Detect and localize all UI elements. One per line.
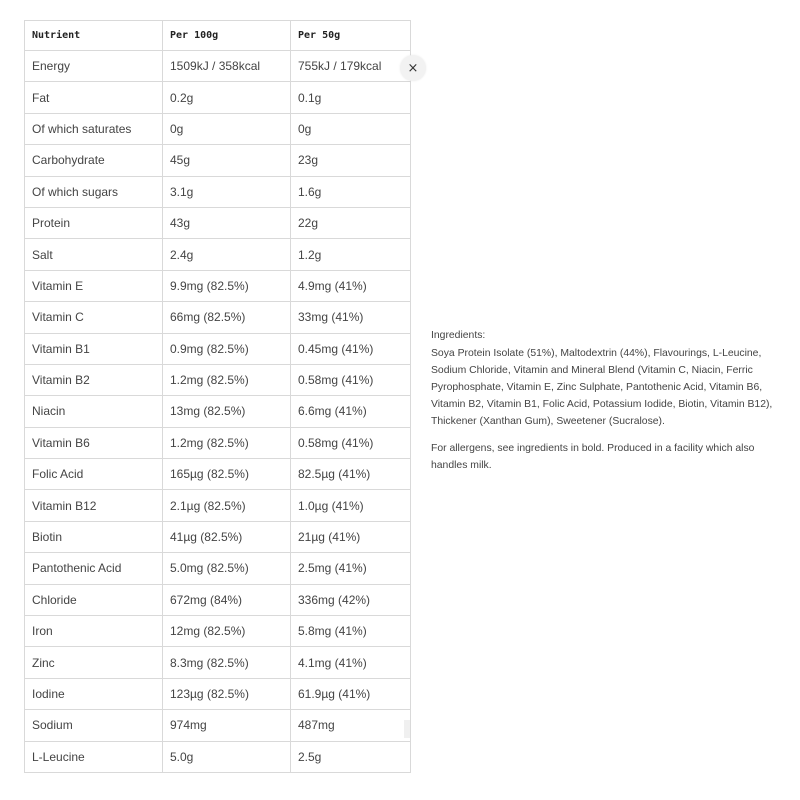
table-row [25,51,411,82]
per-100g-cell: 9.9mg (82.5%) [163,270,291,301]
table-row [25,616,411,647]
per-50g-cell: 33mg (41%) [291,302,411,333]
per-100g-cell: 1.2mg (82.5%) [163,427,291,458]
table-row [25,459,411,490]
nutrient-cell: Iron [25,616,163,647]
nutrient-cell: Vitamin E [25,270,163,301]
close-icon: × [407,60,419,76]
table-row [25,176,411,207]
nutrient-cell: Biotin [25,521,163,552]
per-100g-cell: 2.4g [163,239,291,270]
per-50g-cell: 23g [291,145,411,176]
nutrient-cell: Niacin [25,396,163,427]
column-header-nutrient: Nutrient [25,21,163,51]
per-50g-cell: 5.8mg (41%) [291,616,411,647]
ingredients-text: Soya Protein Isolate (51%), Maltodextrin (44%), Flavourings, L-Leucine, Sodium Chloride, Vitamin and Mineral Blend (Vitamin C, Niacin, Ferric Pyrophosphate, Vitamin E, Zinc Sulphate, Pantothenic Acid, Vitamin B6, Vitamin B2, Vitamin B1, Folic Acid, Potassium Iodide, Biotin, Vitamin B12), Thickener (Xanthan Gum), Sweetener (Sucralose). [431,348,773,427]
per-100g-cell: 3.1g [163,176,291,207]
column-header-per-50g: Per 50g [291,21,411,51]
nutrient-cell: Fat [25,82,163,113]
nutrient-cell: Vitamin B2 [25,364,163,395]
nutrient-cell: Vitamin B1 [25,333,163,364]
per-50g-cell: 4.9mg (41%) [291,270,411,301]
per-100g-cell: 672mg (84%) [163,584,291,615]
per-50g-cell: 61.9µg (41%) [291,678,411,709]
nutrient-cell: Folic Acid [25,459,163,490]
per-100g-cell: 41µg (82.5%) [163,521,291,552]
per-100g-cell: 2.1µg (82.5%) [163,490,291,521]
per-50g-cell: 4.1mg (41%) [291,647,411,678]
per-100g-cell: 0.2g [163,82,291,113]
nutrient-cell: Sodium [25,710,163,741]
table-row [25,145,411,176]
table-row [25,239,411,270]
nutrient-cell: Pantothenic Acid [25,553,163,584]
nutrient-cell: Iodine [25,678,163,709]
scrollbar[interactable] [404,720,410,738]
per-50g-cell: 0.58mg (41%) [291,364,411,395]
nutrient-cell: Carbohydrate [25,145,163,176]
nutrient-cell: Chloride [25,584,163,615]
table-row [25,584,411,615]
nutrient-cell: Vitamin B6 [25,427,163,458]
table-row [25,647,411,678]
per-50g-cell: 1.6g [291,176,411,207]
nutrient-cell: Zinc [25,647,163,678]
per-100g-cell: 5.0mg (82.5%) [163,553,291,584]
per-100g-cell: 123µg (82.5%) [163,678,291,709]
table-row [25,678,411,709]
ingredients-panel [431,327,783,474]
nutrient-cell: Of which saturates [25,113,163,144]
per-50g-cell: 487mg [291,710,411,741]
table-row [25,741,411,772]
per-100g-cell: 5.0g [163,741,291,772]
per-50g-cell: 21µg (41%) [291,521,411,552]
allergen-note: For allergens, see ingredients in bold. Produced in a facility which also handles milk. [431,443,755,471]
table-row [25,113,411,144]
table-row [25,521,411,552]
nutrient-cell: Of which sugars [25,176,163,207]
per-100g-cell: 13mg (82.5%) [163,396,291,427]
ingredients-heading: Ingredients: [431,330,486,341]
per-50g-cell: 0.45mg (41%) [291,333,411,364]
nutrition-table [24,20,411,773]
per-100g-cell: 165µg (82.5%) [163,459,291,490]
table-row [25,364,411,395]
table-row [25,396,411,427]
per-50g-cell: 0.58mg (41%) [291,427,411,458]
per-100g-cell: 1.2mg (82.5%) [163,364,291,395]
per-100g-cell: 12mg (82.5%) [163,616,291,647]
per-100g-cell: 8.3mg (82.5%) [163,647,291,678]
per-50g-cell: 1.0µg (41%) [291,490,411,521]
table-row [25,333,411,364]
per-50g-cell: 0.1g [291,82,411,113]
nutrient-cell: Energy [25,51,163,82]
per-100g-cell: 0g [163,113,291,144]
table-row [25,82,411,113]
per-50g-cell: 1.2g [291,239,411,270]
table-row [25,270,411,301]
per-50g-cell: 0g [291,113,411,144]
table-row [25,490,411,521]
per-50g-cell: 82.5µg (41%) [291,459,411,490]
per-100g-cell: 43g [163,207,291,238]
close-button[interactable] [400,55,426,81]
per-100g-cell: 1509kJ / 358kcal [163,51,291,82]
per-50g-cell: 755kJ / 179kcal [291,51,411,82]
per-50g-cell: 22g [291,207,411,238]
nutrient-cell: Vitamin C [25,302,163,333]
per-50g-cell: 6.6mg (41%) [291,396,411,427]
per-50g-cell: 336mg (42%) [291,584,411,615]
nutrient-cell: Salt [25,239,163,270]
table-row [25,207,411,238]
table-header-row [25,21,411,51]
per-50g-cell: 2.5mg (41%) [291,553,411,584]
nutrition-table-container [24,20,410,773]
table-row [25,553,411,584]
table-row [25,710,411,741]
table-row [25,427,411,458]
per-100g-cell: 974mg [163,710,291,741]
table-row [25,302,411,333]
nutrient-cell: Vitamin B12 [25,490,163,521]
nutrient-cell: Protein [25,207,163,238]
column-header-per-100g: Per 100g [163,21,291,51]
per-100g-cell: 45g [163,145,291,176]
per-100g-cell: 0.9mg (82.5%) [163,333,291,364]
nutrient-cell: L-Leucine [25,741,163,772]
per-100g-cell: 66mg (82.5%) [163,302,291,333]
per-50g-cell: 2.5g [291,741,411,772]
